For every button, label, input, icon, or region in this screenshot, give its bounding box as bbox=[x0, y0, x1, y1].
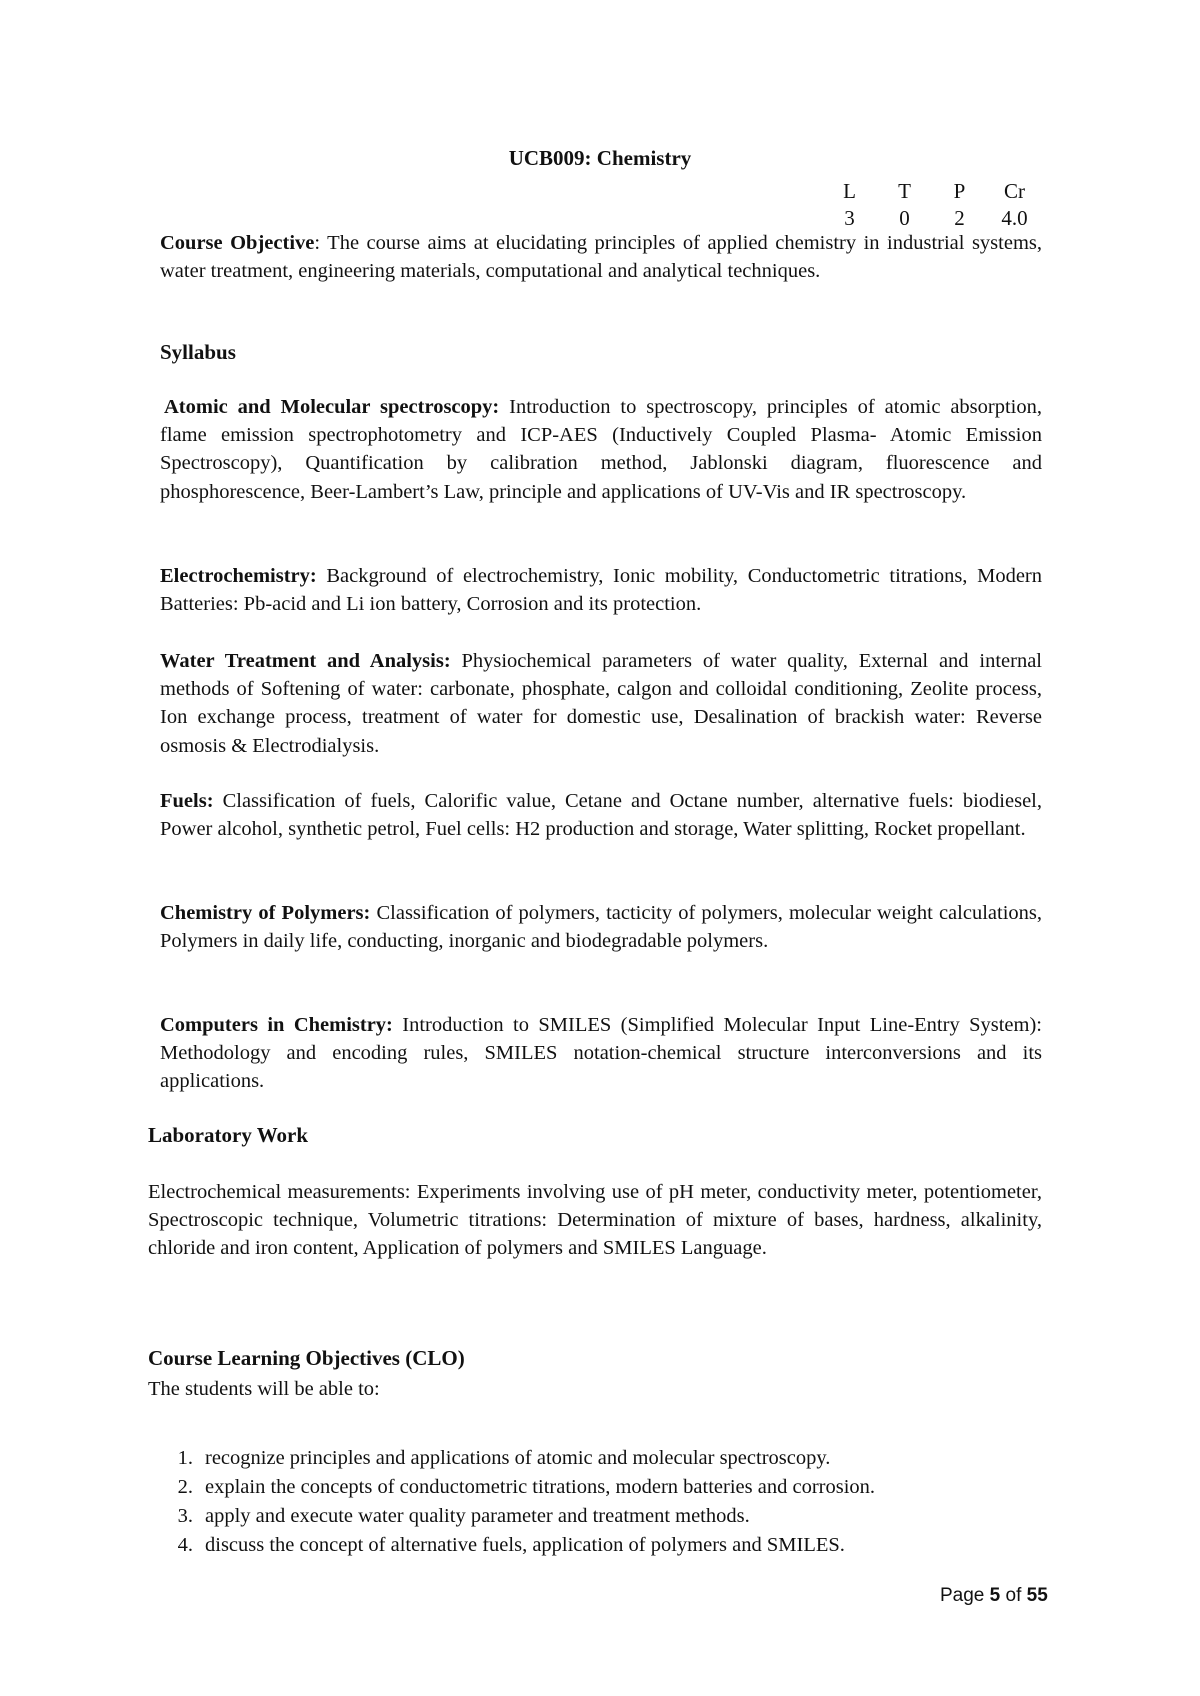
ltpc-header-row bbox=[822, 178, 1042, 205]
list-item bbox=[148, 1444, 1068, 1473]
footer-total-pages: 55 bbox=[1026, 1585, 1048, 1606]
list-text: discuss the concept of alternative fuels, application of polymers and SMILES. bbox=[205, 1534, 845, 1556]
ltpc-header-p: P bbox=[953, 179, 966, 203]
footer-page-word: Page bbox=[940, 1585, 985, 1606]
topic-label: Fuels: bbox=[160, 790, 214, 812]
list-number: 4. bbox=[177, 1534, 193, 1556]
ltpc-header-cr: Cr bbox=[1004, 179, 1025, 203]
list-number: 2. bbox=[177, 1476, 193, 1498]
topic-computers bbox=[160, 1011, 1042, 1096]
lab-heading: Laboratory Work bbox=[148, 1123, 309, 1147]
topic-text: Background of electrochemistry, Ionic mobility, Conductometric titrations, Modern Batteries: Pb-acid and Li ion battery, Corrosion and its protection. bbox=[160, 565, 1042, 616]
list-item bbox=[148, 1502, 1068, 1531]
topic-polymers bbox=[160, 899, 1042, 955]
lab-text: Electrochemical measurements: Experiments involving use of pH meter, conductivity meter, potentiometer, Spectroscopic technique, Volumetric titrations: Determination of mixture of bases, hardness, alkalinity, chloride and iron content, Application of polymers and SMILES Language. bbox=[148, 1181, 1042, 1260]
footer-of-word: of bbox=[1005, 1585, 1022, 1606]
topic-text: Physiochemical parameters of water quality, External and internal methods of Softening of water: carbonate, phosphate, calgon and colloidal conditioning, Zeolite process, Ion exchange process, treatment of water for domestic use, Desalination of brackish water: Reverse osmosis & Electrodialysis. bbox=[160, 650, 1042, 757]
clo-list bbox=[148, 1444, 1068, 1560]
course-objective-label: Course Objective bbox=[160, 232, 315, 254]
topic-spectroscopy bbox=[160, 393, 1042, 506]
page-number-footer bbox=[940, 1585, 1048, 1607]
ltpc-table bbox=[822, 178, 1042, 232]
ltpc-value-cr: 4.0 bbox=[1001, 206, 1028, 230]
footer-current-page: 5 bbox=[989, 1585, 1001, 1606]
topic-text: Classification of fuels, Calorific value, Cetane and Octane number, alternative fuels: biodiesel, Power alcohol, synthetic petrol, Fuel cells: H2 production and storage, Water splitting, Rocket propellant. bbox=[160, 790, 1042, 841]
clo-intro: The students will be able to: bbox=[148, 1378, 380, 1400]
list-text: explain the concepts of conductometric titrations, modern batteries and corrosion. bbox=[205, 1476, 876, 1498]
topic-text: Classification of polymers, tacticity of polymers, molecular weight calculations, Polymers in daily life, conducting, inorganic and biodegradable polymers. bbox=[160, 902, 1042, 953]
ltpc-header-t: T bbox=[898, 179, 911, 203]
course-title: UCB009: Chemistry bbox=[508, 146, 692, 170]
list-number: 1. bbox=[177, 1447, 193, 1469]
topic-label: Atomic and Molecular spectroscopy: bbox=[164, 396, 500, 418]
list-number: 3. bbox=[177, 1505, 193, 1527]
ltpc-value-l: 3 bbox=[844, 206, 855, 230]
topic-label: Chemistry of Polymers: bbox=[160, 902, 371, 924]
list-text: apply and execute water quality parameter and treatment methods. bbox=[205, 1505, 750, 1527]
topic-text: Introduction to SMILES (Simplified Molecular Input Line-Entry System): Methodology and encoding rules, SMILES notation-chemical structure interconversions and its applications. bbox=[160, 1014, 1042, 1093]
ltpc-value-p: 2 bbox=[954, 206, 965, 230]
topic-text: Introduction to spectroscopy, principles of atomic absorption, flame emission spectrophotometry and ICP-AES (Inductively Coupled Plasma- Atomic Emission Spectroscopy), Quantification by calibration method, Jablonski diagram, fluorescence and phosphorescence, Beer-Lambert’s Law, principle and applications of UV-Vis and IR spectroscopy. bbox=[160, 396, 1042, 503]
topic-label: Water Treatment and Analysis: bbox=[160, 650, 451, 672]
topic-water-treatment bbox=[160, 647, 1042, 760]
ltpc-value-row bbox=[822, 205, 1042, 232]
topic-label: Electrochemistry: bbox=[160, 565, 317, 587]
list-item bbox=[148, 1531, 1068, 1560]
clo-heading: Course Learning Objectives (CLO) bbox=[148, 1346, 465, 1370]
topic-electrochemistry bbox=[160, 562, 1042, 618]
ltpc-header-l: L bbox=[843, 179, 856, 203]
course-objective-text: : The course aims at elucidating principles of applied chemistry in industrial systems, water treatment, engineering materials, computational and analytical techniques. bbox=[160, 232, 1042, 283]
ltpc-value-t: 0 bbox=[899, 206, 910, 230]
list-text: recognize principles and applications of atomic and molecular spectroscopy. bbox=[205, 1447, 831, 1469]
topic-label: Computers in Chemistry: bbox=[160, 1014, 393, 1036]
syllabus-heading: Syllabus bbox=[160, 340, 236, 364]
course-objective bbox=[160, 229, 1042, 285]
list-item bbox=[148, 1473, 1068, 1502]
topic-fuels bbox=[160, 787, 1042, 843]
